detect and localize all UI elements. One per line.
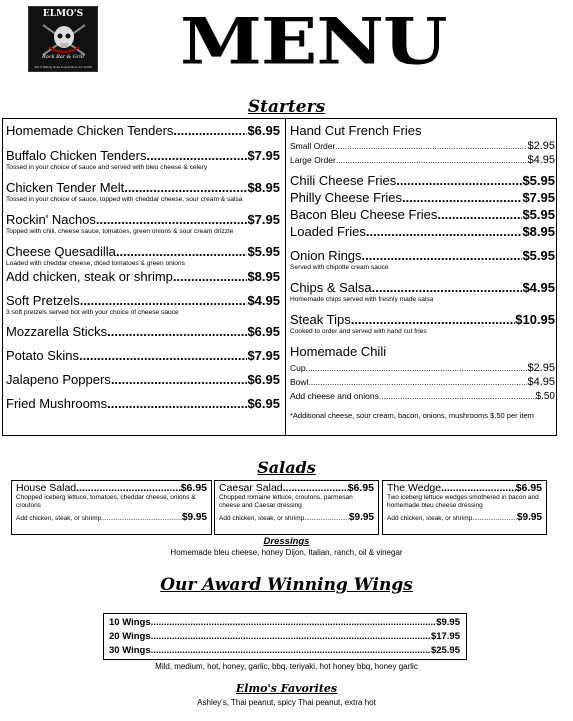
menu-item: Rockin' Nachos ..... $7.95 (6, 211, 280, 228)
restaurant-logo (28, 6, 98, 72)
item-description: Topped with chili, cheese sauce, tomatoes, green onions & sour cream drizzle (6, 228, 234, 235)
favorites-title: Elmo's Favorites (235, 682, 338, 695)
menu-item: Chips & Salsa ..... $4.95 (290, 279, 555, 296)
item-description: Cooked to order and served with hand cut fries (290, 328, 427, 335)
menu-item: Onion Rings ..... $5.95 (290, 247, 555, 264)
salad-card-wedge: The Wedge ..... $6.95 Two iceberg lettuce wedges smothered in bacon and homemade bleu cheese dressing Add chicken, steak, or shrimp ..... $9.95 (382, 480, 547, 535)
menu-item: Soft Pretzels ..... $4.95 (6, 292, 280, 309)
salad-addon: Add chicken, steak, or shrimp ..... $9.95 (16, 513, 207, 524)
item-description: Served with chipotle cream sauce (290, 264, 389, 271)
menu-item-addon: Add chicken, steak or shrimp ..... $8.95 (6, 268, 280, 285)
chili-heading: Homemade Chili (290, 344, 387, 359)
wing-sauces-list: Mild, medium, hot, honey, garlic, bbq, teriyaki, hot honey bbq, honey garlic (155, 662, 418, 671)
salad-addon: Add chicken, steak, or shrimp ..... $9.95 (219, 513, 374, 524)
menu-item: Fried Mushrooms ..... $6.95 (6, 395, 280, 412)
item-description: 3 soft pretzels served hot with your choice of cheese sauce (6, 309, 179, 316)
item-description: Homemade chips served with freshly made salsa (290, 296, 434, 303)
menu-item: Philly Cheese Fries ..... $7.95 (290, 189, 555, 206)
starters-box (2, 118, 557, 436)
menu-item: Steak Tips ..... $10.95 (290, 311, 555, 328)
menu-item: Chicken Tender Melt ..... $8.95 (6, 179, 280, 196)
logo-name: ELMO'S (42, 9, 84, 19)
salad-addon: Add chicken, steak, or shrimp ..... $9.95 (387, 513, 542, 524)
fries-small-order: Small Order ..... $2.95 (290, 141, 555, 152)
menu-item: Bacon Bleu Cheese Fries ..... $5.95 (290, 206, 555, 223)
menu-item: Jalapeno Poppers ..... $6.95 (6, 371, 280, 388)
starters-right-column (290, 122, 555, 421)
salads-title: Salads (257, 458, 316, 477)
dressings-list: Homemade bleu cheese, honey Dijon, Italian, ranch, oil & vinegar (170, 548, 403, 557)
logo-subtitle: Rock Bar & Grill (41, 54, 85, 60)
fries-large-order: Large Order ..... $4.95 (290, 155, 555, 166)
favorites-list: Ashley's, Thai peanut, spicy Thai peanut, extra hot (197, 698, 376, 707)
chili-cup: Cup ..... $2.95 (290, 363, 555, 374)
wings-title: Our Award Winning Wings (160, 575, 413, 595)
dressings-title: Dressings (263, 536, 310, 547)
starters-left-column (6, 122, 280, 412)
salad-card-house: House Salad ..... $6.95 Chopped iceberg lettuce, tomatoes, cheddar cheese, onions & croutons Add chicken, steak, or shrimp ..... $9.95 (11, 480, 212, 535)
wings-item: 30 Wings ..... $25.95 (109, 644, 460, 658)
guitar-skull-icon (29, 7, 98, 72)
menu-item: Mozzarella Sticks ..... $6.95 (6, 323, 280, 340)
fries-heading: Hand Cut French Fries (290, 123, 422, 138)
menu-item: Loaded Fries ..... $8.95 (290, 223, 555, 240)
salad-description: Two iceberg lettuce wedges smothered in bacon and homemade bleu cheese dressing (387, 494, 539, 509)
item-description: Loaded with cheddar cheese, diced tomatoes & green onions (6, 260, 185, 267)
menu-item: Homemade Chicken Tenders ..... $6.95 (6, 122, 280, 139)
wings-item: 20 Wings ..... $17.95 (109, 630, 460, 644)
page-title: MENU (180, 4, 447, 79)
starters-title: Starters (247, 97, 326, 117)
chili-add-cheese: Add cheese and onions ..... $.50 (290, 391, 555, 402)
additional-toppings-note: *Additional cheese, sour cream, bacon, onions, mushrooms $.50 per item (290, 411, 534, 420)
menu-item: Chili Cheese Fries ..... $5.95 (290, 172, 555, 189)
menu-item: Buffalo Chicken Tenders ..... $7.95 (6, 147, 280, 164)
salad-card-caesar: Caesar Salad ..... $6.95 Chopped romaine lettuce, croutons, parmesan cheese and Caesar dressing Add chicken, steak, or shrimp ..... $9.95 (214, 480, 379, 535)
wings-item: 10 Wings ..... $9.95 (109, 616, 460, 630)
item-description: Tossed in your choice of sauce and served with bleu cheese & celery (6, 164, 208, 171)
salad-description: Chopped iceberg lettuce, tomatoes, cheddar cheese, onions & croutons (16, 494, 196, 509)
menu-item: Potato Skins ..... $7.95 (6, 347, 280, 364)
wings-box (103, 613, 467, 660)
menu-item: Cheese Quesadilla ..... $5.95 (6, 243, 280, 260)
chili-bowl: Bowl ..... $4.95 (290, 377, 555, 388)
item-description: Tossed in your choice of sauce, topped with cheddar cheese, sour cream & salsa (6, 196, 243, 203)
salad-description: Chopped romaine lettuce, croutons, parmesan cheese and Caesar dressing (219, 494, 353, 509)
logo-address: 423 S Milking Road Pueblo Bent CO 12345 (34, 65, 92, 69)
column-divider (285, 119, 286, 435)
